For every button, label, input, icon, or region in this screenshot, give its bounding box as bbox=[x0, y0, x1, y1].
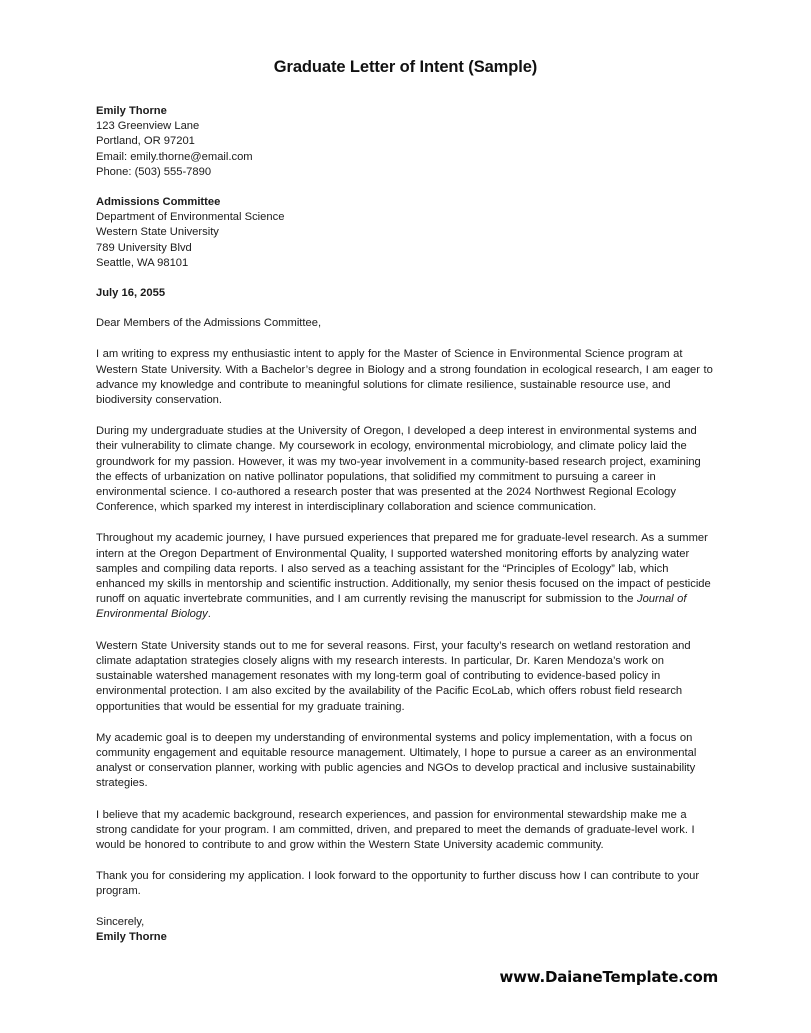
sender-name: Emily Thorne bbox=[96, 105, 167, 117]
body-paragraph-5: My academic goal is to deepen my understanding of environmental systems and policy implementation, with a focus on community engagement and equitable resource management. Ultimately, I hope to pursue a career as an environmental analyst or conservation planner, working with public agencies and NGOs to develop practical and inclusive sustainability strategies. bbox=[96, 731, 697, 790]
recipient-name: Admissions Committee bbox=[96, 196, 221, 209]
journal-title: Journal of Environmental Biology bbox=[96, 593, 687, 621]
body-paragraph-2: During my undergraduate studies at the University of Oregon, I developed a deep interest in environmental systems and their vulnerability to climate change. My coursework in ecology, environmental microbiology, and climate policy laid the groundwork for my passion. However, it was my two-year involvement in a community-based research project, examining the effects of urbanization on native pollinator populations, that solidified my commitment to pursuing a career in environmental science. I co-authored a research poster that was presented at the 2024 Northwest Regional Ecology Conference, which sparked my interest in interdisciplinary collaboration and science communication. bbox=[96, 425, 701, 514]
salutation: Dear Members of the Admissions Committee, bbox=[96, 317, 322, 330]
body-paragraph-6: I believe that my academic background, research experiences, and passion for environmental stewardship make me a strong candidate for your program. I am committed, driven, and prepared to meet the demands of graduate-level work. I would be honored to contribute to and grow within the Western State University academic community. bbox=[96, 808, 695, 851]
recipient-department: Department of Environmental Science bbox=[96, 211, 285, 224]
sender-phone: Phone: (503) 555-7890 bbox=[96, 165, 212, 178]
letter-date: July 16, 2055 bbox=[96, 287, 166, 300]
footer-watermark: www.DaianeTemplate.com bbox=[499, 968, 718, 986]
closing-block bbox=[96, 915, 718, 945]
recipient-organization: Western State University bbox=[96, 226, 219, 239]
page-title: Graduate Letter of Intent (Sample) bbox=[273, 58, 538, 76]
recipient-city-state-zip: Seattle, WA 98101 bbox=[96, 256, 189, 269]
valediction: Sincerely, bbox=[96, 915, 145, 928]
letter-body bbox=[96, 104, 718, 945]
sender-street: 123 Greenview Lane bbox=[96, 120, 200, 133]
recipient-street: 789 University Blvd bbox=[96, 241, 192, 254]
paragraph-3-period: . bbox=[207, 608, 211, 621]
sender-email: Email: emily.thorne@email.com bbox=[96, 150, 253, 163]
signature-name: Emily Thorne bbox=[96, 930, 167, 943]
body-paragraph-3 bbox=[96, 531, 718, 622]
body-paragraph-1: I am writing to express my enthusiastic intent to apply for the Master of Science in Environmental Science program at Western State University. With a Bachelor’s degree in Biology and a strong foundation in ecological research, I am eager to advance my knowledge and contribute to meaningful solutions for climate resilience, sustainable resource use, and biodiversity conservation. bbox=[96, 348, 713, 407]
body-paragraph-7: Thank you for considering my application. I look forward to the opportunity to further discuss how I can contribute to your program. bbox=[96, 870, 700, 898]
sender-city-state-zip: Portland, OR 97201 bbox=[96, 135, 195, 148]
paragraph-3-text: Throughout my academic journey, I have pursued experiences that prepared me for graduate-level research. As a summer intern at the Oregon Department of Environmental Quality, I supported watershed monitoring efforts by analyzing water samples and compiling data reports. I also served as a teaching assistant for the “Principles of Ecology” lab, which enhanced my skills in mentorship and scientific instruction. Additionally, my senior thesis focused on the impact of pesticide runoff on aquatic invertebrate communities, and I am currently revising the manuscript for submission to the bbox=[96, 532, 711, 606]
sender-address-block bbox=[96, 104, 718, 180]
recipient-address-block bbox=[96, 195, 718, 271]
body-paragraph-4: Western State University stands out to me for several reasons. First, your faculty’s research on wetland restoration and climate adaptation strategies closely aligns with my research interests. In particular, Dr. Karen Mendoza’s work on sustainable watershed management resonates with my long-term goal of contributing to evidence-based policy in environmental protection. I am also excited by the availability of the Pacific EcoLab, which offers robust field research opportunities that would be essential for my graduate training. bbox=[96, 639, 691, 713]
